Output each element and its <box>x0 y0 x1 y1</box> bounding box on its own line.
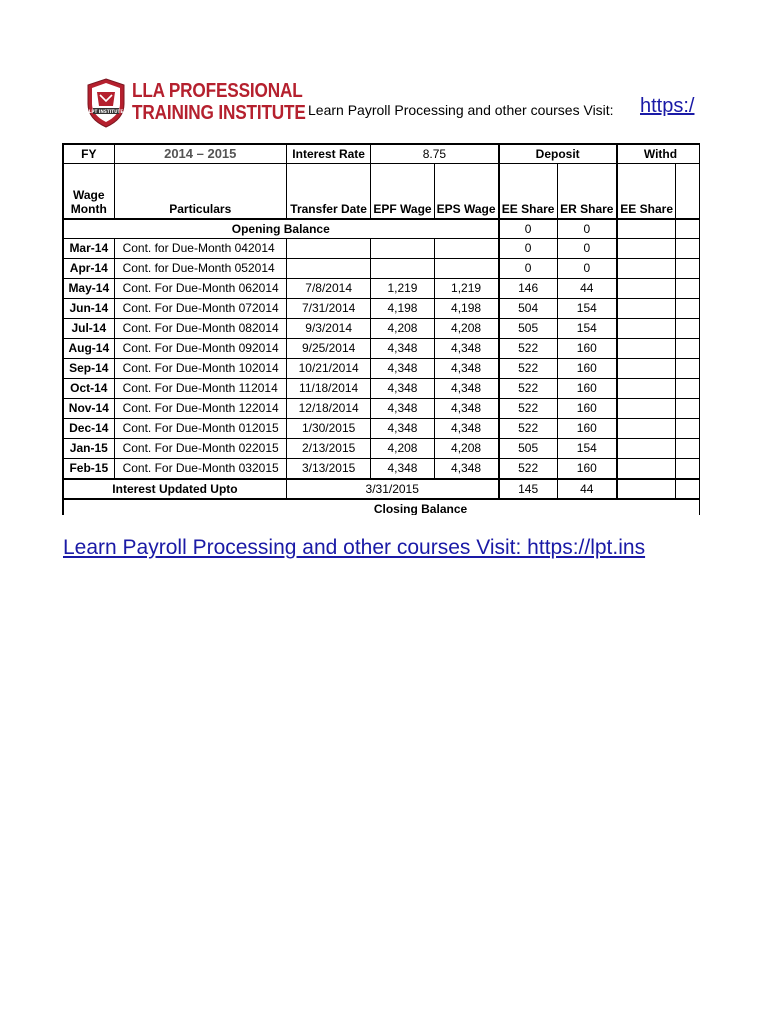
col-header-eps-wage: EPS Wage <box>434 164 498 220</box>
table-row <box>63 379 700 399</box>
logo-line-2: TRAINING INSTITUTE <box>132 102 306 124</box>
epf-wage-cell: 4,348 <box>371 379 434 399</box>
ee-share-cell: 522 <box>499 359 558 379</box>
opening-balance-wd-extra <box>676 219 700 239</box>
footer-promo-link[interactable]: Learn Payroll Processing and other courses Visit: https://lpt.ins <box>63 536 646 559</box>
ee-share-cell: 146 <box>499 279 558 299</box>
wage-month-cell: May-14 <box>63 279 114 299</box>
eps-wage-cell: 4,348 <box>434 459 498 480</box>
transfer-date-cell: 7/31/2014 <box>286 299 370 319</box>
pf-passbook-table-region <box>62 143 700 515</box>
ee-share-cell: 522 <box>499 419 558 439</box>
table-row <box>63 299 700 319</box>
wage-month-cell: Oct-14 <box>63 379 114 399</box>
logo-line-1: LLA PROFESSIONAL <box>132 80 303 102</box>
withdrawal-ee-cell <box>617 379 676 399</box>
ee-share-cell: 504 <box>499 299 558 319</box>
withdrawal-ee-cell <box>617 239 676 259</box>
withdrawal-extra-cell <box>676 299 700 319</box>
withdrawal-ee-cell <box>617 359 676 379</box>
particulars-cell: Cont. For Due-Month 092014 <box>114 339 286 359</box>
wage-month-cell: Jul-14 <box>63 319 114 339</box>
table-row <box>63 319 700 339</box>
ee-share-cell: 522 <box>499 339 558 359</box>
particulars-cell: Cont. For Due-Month 112014 <box>114 379 286 399</box>
particulars-cell: Cont. For Due-Month 032015 <box>114 459 286 480</box>
interest-rate-label-cell: Interest Rate <box>286 144 370 164</box>
wage-month-cell: Dec-14 <box>63 419 114 439</box>
wage-month-cell: Sep-14 <box>63 359 114 379</box>
epf-wage-cell: 4,208 <box>371 439 434 459</box>
withdrawal-extra-cell <box>676 379 700 399</box>
interest-updated-label: Interest Updated Upto <box>63 479 286 499</box>
opening-balance-row <box>63 219 700 239</box>
transfer-date-cell: 9/25/2014 <box>286 339 370 359</box>
er-share-cell: 160 <box>557 379 617 399</box>
ee-share-cell: 522 <box>499 399 558 419</box>
col-header-ee-share: EE Share <box>499 164 558 220</box>
particulars-cell: Cont. For Due-Month 072014 <box>114 299 286 319</box>
header-promo-link[interactable]: https:/ <box>640 95 695 117</box>
wage-month-cell: Jan-15 <box>63 439 114 459</box>
withdrawal-extra-cell <box>676 279 700 299</box>
logo-wordmark <box>132 80 334 124</box>
svg-text:LPT INSTITUTE: LPT INSTITUTE <box>88 108 124 114</box>
table-row <box>63 419 700 439</box>
col-header-epf-wage: EPF Wage <box>371 164 434 220</box>
table-row <box>63 399 700 419</box>
col-header-transfer-date: Transfer Date <box>286 164 370 220</box>
lla-logo <box>86 78 306 128</box>
er-share-cell: 154 <box>557 299 617 319</box>
wage-month-cell: Aug-14 <box>63 339 114 359</box>
transfer-date-cell: 10/21/2014 <box>286 359 370 379</box>
transfer-date-cell <box>286 239 370 259</box>
transfer-date-cell: 12/18/2014 <box>286 399 370 419</box>
interest-er-share: 44 <box>557 479 617 499</box>
wage-month-cell: Jun-14 <box>63 299 114 319</box>
withdrawal-ee-cell <box>617 319 676 339</box>
epf-wage-cell: 4,208 <box>371 319 434 339</box>
withdrawal-extra-cell <box>676 259 700 279</box>
particulars-cell: Cont. for Due-Month 042014 <box>114 239 286 259</box>
er-share-cell: 160 <box>557 359 617 379</box>
epf-wage-cell: 4,348 <box>371 399 434 419</box>
table-row <box>63 439 700 459</box>
er-share-cell: 154 <box>557 319 617 339</box>
eps-wage-cell: 4,348 <box>434 399 498 419</box>
eps-wage-cell: 4,348 <box>434 419 498 439</box>
particulars-cell: Cont. For Due-Month 012015 <box>114 419 286 439</box>
table-row <box>63 239 700 259</box>
withdrawal-ee-cell <box>617 299 676 319</box>
er-share-cell: 44 <box>557 279 617 299</box>
interest-wd-ee <box>617 479 676 499</box>
epf-wage-cell: 4,348 <box>371 339 434 359</box>
withdrawal-extra-cell <box>676 359 700 379</box>
particulars-cell: Cont. For Due-Month 062014 <box>114 279 286 299</box>
withdrawal-ee-cell <box>617 279 676 299</box>
transfer-date-cell: 1/30/2015 <box>286 419 370 439</box>
withdrawal-ee-cell <box>617 339 676 359</box>
table-row <box>63 459 700 480</box>
eps-wage-cell: 4,198 <box>434 299 498 319</box>
er-share-cell: 160 <box>557 419 617 439</box>
table-header-row-1 <box>63 144 700 164</box>
interest-wd-extra <box>676 479 700 499</box>
wage-month-cell: Mar-14 <box>63 239 114 259</box>
particulars-cell: Cont. For Due-Month 102014 <box>114 359 286 379</box>
er-share-cell: 0 <box>557 259 617 279</box>
table-row <box>63 339 700 359</box>
withdrawal-extra-cell <box>676 339 700 359</box>
interest-rate-value-cell: 8.75 <box>371 144 499 164</box>
withdrawal-extra-cell <box>676 239 700 259</box>
table-row <box>63 279 700 299</box>
withdrawal-ee-cell <box>617 399 676 419</box>
ee-share-cell: 505 <box>499 319 558 339</box>
wage-month-cell: Nov-14 <box>63 399 114 419</box>
ee-share-cell: 522 <box>499 459 558 480</box>
interest-updated-date: 3/31/2015 <box>286 479 498 499</box>
transfer-date-cell: 11/18/2014 <box>286 379 370 399</box>
withdrawal-ee-cell <box>617 439 676 459</box>
fy-value-cell: 2014 – 2015 <box>114 144 286 164</box>
interest-row <box>63 479 700 499</box>
col-header-particulars: Particulars <box>114 164 286 220</box>
col-header-er-share: ER Share <box>557 164 617 220</box>
epf-wage-cell <box>371 239 434 259</box>
withdrawal-extra-cell <box>676 319 700 339</box>
lpt-crest-icon <box>86 78 126 128</box>
particulars-cell: Cont. for Due-Month 052014 <box>114 259 286 279</box>
withdrawal-extra-cell <box>676 439 700 459</box>
col-header-withdrawal-extra <box>676 164 700 220</box>
withdrawal-extra-cell <box>676 399 700 419</box>
epf-wage-cell: 4,348 <box>371 359 434 379</box>
er-share-cell: 160 <box>557 459 617 480</box>
withdrawal-ee-cell <box>617 419 676 439</box>
closing-balance-label: Closing Balance <box>63 499 700 515</box>
eps-wage-cell: 4,208 <box>434 319 498 339</box>
opening-balance-ee: 0 <box>499 219 558 239</box>
contribution-rows <box>63 239 700 480</box>
withdrawal-header-cell: Withd <box>617 144 700 164</box>
eps-wage-cell: 4,348 <box>434 379 498 399</box>
transfer-date-cell: 7/8/2014 <box>286 279 370 299</box>
wage-month-cell: Apr-14 <box>63 259 114 279</box>
table-header-row-2 <box>63 164 700 220</box>
opening-balance-label: Opening Balance <box>63 219 499 239</box>
transfer-date-cell: 3/13/2015 <box>286 459 370 480</box>
eps-wage-cell: 1,219 <box>434 279 498 299</box>
er-share-cell: 154 <box>557 439 617 459</box>
table-row <box>63 359 700 379</box>
wage-month-cell: Feb-15 <box>63 459 114 480</box>
eps-wage-cell: 4,348 <box>434 339 498 359</box>
opening-balance-wd-ee <box>617 219 676 239</box>
col-header-wage-month: Wage Month <box>63 164 114 220</box>
epf-wage-cell: 1,219 <box>371 279 434 299</box>
er-share-cell: 160 <box>557 399 617 419</box>
ee-share-cell: 505 <box>499 439 558 459</box>
epf-wage-cell: 4,198 <box>371 299 434 319</box>
withdrawal-ee-cell <box>617 259 676 279</box>
fy-label-cell: FY <box>63 144 114 164</box>
transfer-date-cell: 2/13/2015 <box>286 439 370 459</box>
withdrawal-extra-cell <box>676 419 700 439</box>
eps-wage-cell <box>434 259 498 279</box>
ee-share-cell: 522 <box>499 379 558 399</box>
particulars-cell: Cont. For Due-Month 082014 <box>114 319 286 339</box>
ee-share-cell: 0 <box>499 239 558 259</box>
eps-wage-cell: 4,348 <box>434 359 498 379</box>
col-header-withdrawal-ee-share: EE Share <box>617 164 676 220</box>
eps-wage-cell: 4,208 <box>434 439 498 459</box>
epf-wage-cell: 4,348 <box>371 459 434 480</box>
er-share-cell: 0 <box>557 239 617 259</box>
particulars-cell: Cont. For Due-Month 022015 <box>114 439 286 459</box>
particulars-cell: Cont. For Due-Month 122014 <box>114 399 286 419</box>
eps-wage-cell <box>434 239 498 259</box>
deposit-header-cell: Deposit <box>499 144 617 164</box>
epf-wage-cell <box>371 259 434 279</box>
opening-balance-er: 0 <box>557 219 617 239</box>
transfer-date-cell: 9/3/2014 <box>286 319 370 339</box>
interest-ee-share: 145 <box>499 479 558 499</box>
withdrawal-ee-cell <box>617 459 676 480</box>
table-row <box>63 259 700 279</box>
header-promo-text: Learn Payroll Processing and other courses Visit: <box>308 102 614 118</box>
closing-balance-row <box>63 499 700 515</box>
er-share-cell: 160 <box>557 339 617 359</box>
withdrawal-extra-cell <box>676 459 700 480</box>
ee-share-cell: 0 <box>499 259 558 279</box>
pf-passbook-table <box>62 143 700 515</box>
epf-wage-cell: 4,348 <box>371 419 434 439</box>
transfer-date-cell <box>286 259 370 279</box>
